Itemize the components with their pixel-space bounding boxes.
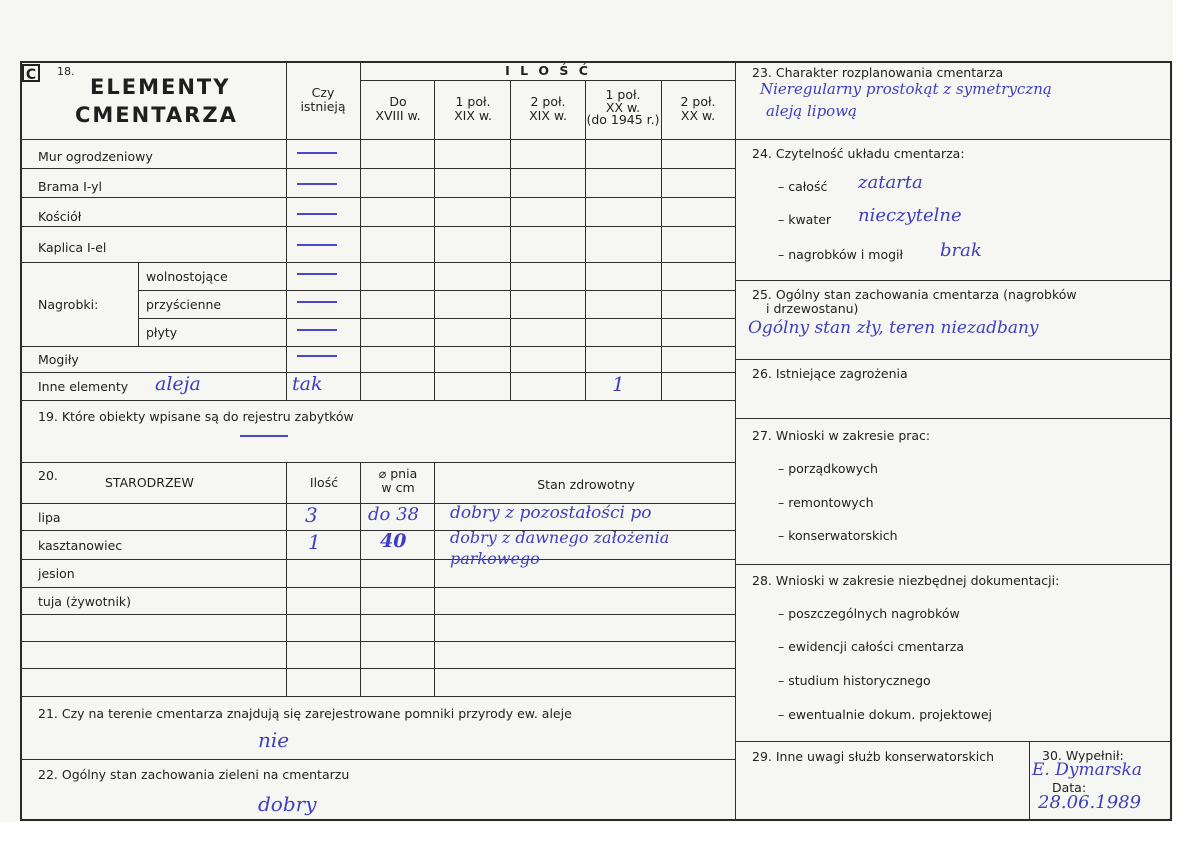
header-ilosc: I L O Ś Ć xyxy=(505,63,591,78)
col-xviii-line xyxy=(360,61,361,401)
q24-nagrobkow-ans: brak xyxy=(940,240,982,261)
q30-label: 30. Wypełnił: xyxy=(1042,748,1124,763)
section-number: 18. xyxy=(57,65,75,78)
dash-mark xyxy=(297,213,337,215)
row-line xyxy=(20,641,736,642)
row-line xyxy=(20,587,736,588)
q23-label: 23. Charakter rozplanowania cmentarza xyxy=(752,65,1004,80)
q27-label: 27. Wnioski w zakresie prac: xyxy=(752,428,931,443)
q29-label: 29. Inne uwagi służb konserwatorskich xyxy=(752,749,994,764)
section-c-box: C xyxy=(22,64,40,82)
q27-item-0: – porządkowych xyxy=(778,461,878,476)
label-plyty: płyty xyxy=(146,325,178,340)
q24-calosc-ans: zatarta xyxy=(858,172,923,193)
q26-label: 26. Istniejące zagrożenia xyxy=(752,366,908,381)
tree-name-2: jesion xyxy=(38,566,75,581)
header-bottom xyxy=(20,139,736,140)
nagrobki-sub-line xyxy=(138,262,139,346)
q24-label: 24. Czytelność układu cmentarza: xyxy=(752,146,965,161)
q24-kwater: – kwater xyxy=(778,212,832,227)
tree-stan-1: dobry z dawnego założenia parkowego xyxy=(450,528,670,568)
period-1-xx: 1 poł. XX w. (do 1945 r.) xyxy=(586,87,660,127)
q28-item-1: – ewidencji całości cmentarza xyxy=(778,639,965,654)
scan-margin-right xyxy=(1173,0,1199,866)
q19-dash xyxy=(240,435,288,437)
period-xviii: Do XVIII w. xyxy=(375,94,421,124)
row-line xyxy=(20,197,736,198)
period-2-xx: 2 poł. XX w. xyxy=(680,94,716,124)
label-mur: Mur ogrodzeniowy xyxy=(38,149,153,164)
label-wolnostojace: wolnostojące xyxy=(146,269,228,284)
q30-date: 28.06.1989 xyxy=(1038,792,1142,813)
q25-label-l2: i drzewostanu) xyxy=(766,301,859,316)
tree-name-0: lipa xyxy=(38,510,61,525)
q25-bottom xyxy=(736,359,1172,360)
label-mogily: Mogiły xyxy=(38,352,79,367)
q26-bottom xyxy=(736,418,1172,419)
row-line xyxy=(20,168,736,169)
header-czy-istnieja: Czy istnieją xyxy=(300,85,346,115)
col-1xx-line xyxy=(585,80,586,401)
q22-label: 22. Ogólny stan zachowania zieleni na cmentarzu xyxy=(38,767,350,782)
q20-number: 20. xyxy=(38,468,58,483)
q21-answer: nie xyxy=(258,728,290,752)
dash-mark xyxy=(297,355,337,357)
q20-title: STARODRZEW xyxy=(105,475,194,490)
dash-mark xyxy=(297,152,337,154)
row-line xyxy=(20,696,736,697)
col-2xix-line xyxy=(510,80,511,401)
title-line2: CMENTARZA xyxy=(75,103,238,127)
row-line xyxy=(20,668,736,669)
tree-name-1: kasztanowiec xyxy=(38,538,123,553)
q27-item-1: – remontowych xyxy=(778,495,874,510)
label-inne: Inne elementy xyxy=(38,379,129,394)
q30-name: E. Dymarska xyxy=(1032,760,1142,780)
dash-mark xyxy=(297,183,337,185)
col-1xix-line xyxy=(434,80,435,401)
period-2-xix: 2 poł. XIX w. xyxy=(529,94,567,124)
q20-col-line xyxy=(434,462,435,696)
q28-bottom xyxy=(736,741,1172,742)
period-1-xix: 1 poł. XIX w. xyxy=(454,94,492,124)
q20-ilosc: Ilość xyxy=(309,475,339,490)
q19-label: 19. Które obiekty wpisane są do rejestru zabytków xyxy=(38,409,354,424)
q21-bottom xyxy=(20,759,736,760)
label-nagrobki: Nagrobki: xyxy=(38,297,99,312)
q27-item-2: – konserwatorskich xyxy=(778,528,898,543)
tree-name-3: tuja (żywotnik) xyxy=(38,594,132,609)
title-line1: ELEMENTY xyxy=(90,75,231,99)
tree-pnia-1: 40 xyxy=(380,530,407,552)
tree-ilosc-1: 1 xyxy=(308,530,321,554)
q30-data-label: Data: xyxy=(1052,780,1087,795)
scan-margin-bottom xyxy=(0,822,1199,866)
ilosc-underline xyxy=(360,80,736,81)
q28-item-2: – studium historycznego xyxy=(778,673,931,688)
q28-label: 28. Wnioski w zakresie niezbędnej dokumentacji: xyxy=(752,573,1060,588)
q21-label: 21. Czy na terenie cmentarza znajdują się zarejestrowane pomniki przyrody ew. aleje xyxy=(38,706,572,721)
row-line xyxy=(20,400,736,401)
label-przyscienne: przyścienne xyxy=(146,297,222,312)
label-brama: Brama I-yl xyxy=(38,179,103,194)
q27-bottom xyxy=(736,564,1172,565)
hand-inne-tak: tak xyxy=(292,373,323,395)
center-divider xyxy=(735,61,736,821)
row-line xyxy=(20,226,736,227)
q23-bottom xyxy=(736,139,1172,140)
dash-mark xyxy=(297,329,337,331)
hand-inne-aleja: aleja xyxy=(155,373,201,395)
q24-bottom xyxy=(736,280,1172,281)
row-line xyxy=(20,372,736,373)
q19-bottom xyxy=(20,462,736,463)
row-line xyxy=(138,318,736,319)
tree-stan-0: dobry z pozostałości po xyxy=(450,503,652,523)
row-line xyxy=(138,290,736,291)
dash-mark xyxy=(297,244,337,246)
q25-label-l1: 25. Ogólny stan zachowania cmentarza (nagrobków xyxy=(752,287,1077,302)
dash-mark xyxy=(297,273,337,275)
q22-answer: dobry xyxy=(258,792,317,816)
q20-col-line xyxy=(360,462,361,696)
tree-ilosc-0: 3 xyxy=(305,503,318,527)
q20-pnia: ⌀ pnia w cm xyxy=(378,466,418,496)
row-line xyxy=(20,262,736,263)
q28-item-3: – ewentualnie dokum. projektowej xyxy=(778,707,993,722)
label-kaplica: Kaplica I-el xyxy=(38,240,107,255)
q20-col-line xyxy=(286,462,287,696)
q23-answer-l2: aleją lipową xyxy=(766,102,857,120)
q28-item-0: – poszczególnych nagrobków xyxy=(778,606,960,621)
q24-kwater-ans: nieczytelne xyxy=(858,205,962,226)
q29-q30-divider xyxy=(1029,741,1030,821)
q20-stan: Stan zdrowotny xyxy=(537,477,635,492)
col-czy-line xyxy=(286,61,287,401)
label-kosciol: Kościół xyxy=(38,209,82,224)
row-line xyxy=(20,614,736,615)
q24-calosc: – całość xyxy=(778,179,828,194)
tree-pnia-0: do 38 xyxy=(368,504,419,525)
q23-answer-l1: Nieregularny prostokąt z symetryczną xyxy=(760,80,1052,98)
row-line xyxy=(20,346,736,347)
q25-answer: Ogólny stan zły, teren niezadbany xyxy=(748,318,1039,338)
q24-nagrobkow: – nagrobków i mogił xyxy=(778,247,904,262)
col-2xx-line xyxy=(661,80,662,401)
dash-mark xyxy=(297,301,337,303)
hand-inne-1: 1 xyxy=(612,372,625,396)
